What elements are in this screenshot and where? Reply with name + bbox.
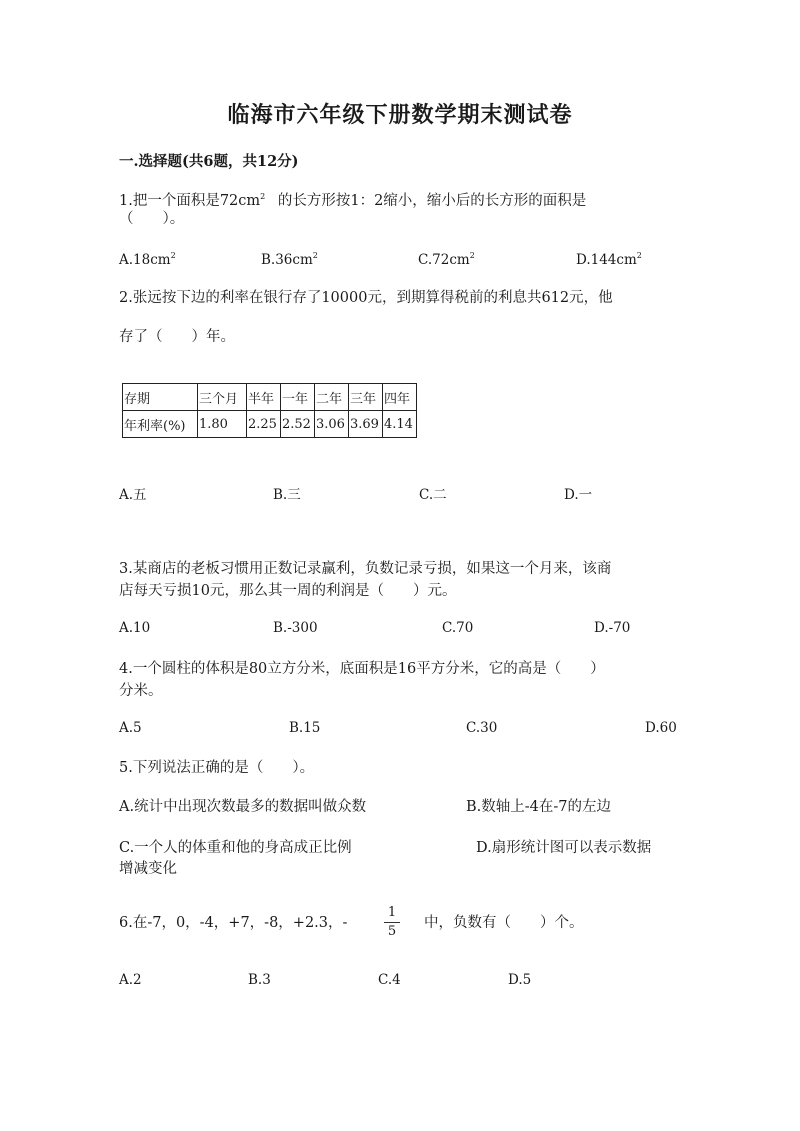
question-5-option-b[interactable]: B.数轴上-4在-7的左边 [466, 799, 612, 815]
question-3-line-1: 3.某商店的老板习惯用正数记录赢利，负数记录亏损，如果这一个月来，该商 [119, 561, 612, 577]
question-6-option-c[interactable]: C.4 [378, 972, 401, 988]
question-1-text-a: 1.把一个面积是72cm [119, 193, 261, 209]
page-title: 临海市六年级下册数学期末测试卷 [227, 102, 573, 128]
question-3-option-a[interactable]: A.10 [119, 620, 151, 636]
table-cell: 2.52 [281, 411, 315, 438]
question-6-text-b: 中，负数有（ ）个。 [424, 915, 584, 931]
question-1-option-b[interactable] [261, 251, 318, 268]
question-5-option-c[interactable]: C.一个人的体重和他的身高成正比例 [119, 840, 352, 856]
option-superscript: 2 [469, 251, 475, 260]
question-2-line-2: 存了（ ）年。 [119, 329, 235, 345]
question-2-option-b[interactable]: B.三 [273, 487, 301, 503]
interest-rate-table [122, 383, 417, 438]
table-cell: 2.25 [247, 411, 281, 438]
table-cell: 三个月 [198, 384, 247, 411]
question-4-option-a[interactable]: A.5 [119, 720, 142, 736]
table-cell: 四年 [383, 384, 417, 411]
question-3-option-d[interactable]: D.-70 [594, 620, 631, 636]
question-4-line-1: 4.一个圆柱的体积是80立方分米，底面积是16平方分米，它的高是（ ） [119, 661, 605, 677]
question-3-option-c[interactable]: C.70 [442, 620, 474, 636]
question-3-line-2: 店每天亏损10元，那么其一周的利润是（ ）元。 [119, 583, 457, 599]
question-6-option-b[interactable]: B.3 [248, 972, 271, 988]
question-4-option-c[interactable]: C.30 [466, 720, 498, 736]
table-cell: 三年 [349, 384, 383, 411]
question-5-option-d[interactable]: D.扇形统计图可以表示数据 [476, 840, 652, 856]
question-1-text-b: 的长方形按1：2缩小，缩小后的长方形的面积是 [277, 193, 587, 209]
option-superscript: 2 [636, 251, 642, 260]
option-label: A.18cm [119, 252, 171, 268]
table-cell: 3.06 [315, 411, 349, 438]
fraction-denominator: 5 [387, 924, 397, 939]
question-5-line-1: 5.下列说法正确的是（ ）。 [119, 760, 315, 776]
fraction-one-fifth [384, 905, 400, 940]
question-3-option-b[interactable]: B.-300 [273, 620, 318, 636]
option-superscript: 2 [170, 251, 176, 260]
question-5-option-d-continued: 增减变化 [119, 861, 177, 877]
question-1-option-c[interactable] [418, 251, 475, 268]
question-1-line-1 [119, 187, 586, 211]
question-4-line-2: 分米。 [119, 683, 163, 699]
question-2-line-1: 2.张远按下边的利率在银行存了10000元，到期算得税前的利息共612元，他 [119, 290, 613, 306]
question-1-line-2: （ ）。 [119, 211, 185, 227]
option-label: B.36cm [261, 252, 313, 268]
table-cell: 半年 [247, 384, 281, 411]
question-6-option-a[interactable]: A.2 [119, 972, 142, 988]
option-label: C.72cm [418, 252, 470, 268]
fraction-numerator: 1 [387, 905, 397, 920]
question-1-option-d[interactable] [576, 251, 642, 268]
question-2-option-d[interactable]: D.一 [564, 487, 593, 503]
option-superscript: 2 [312, 251, 318, 260]
table-cell: 1.80 [198, 411, 247, 438]
table-cell: 年利率(%) [123, 411, 198, 438]
table-cell: 存期 [123, 384, 198, 411]
table-cell: 一年 [281, 384, 315, 411]
question-6-option-d[interactable]: D.5 [508, 972, 532, 988]
table-cell: 3.69 [349, 411, 383, 438]
question-6-text-a: 6.在-7，0，-4，+7，-8，+2.3，- [119, 915, 348, 931]
table-cell: 二年 [315, 384, 349, 411]
table-row [123, 384, 417, 411]
question-2-option-a[interactable]: A.五 [119, 487, 147, 503]
question-5-option-a[interactable]: A.统计中出现次数最多的数据叫做众数 [119, 799, 367, 815]
section-header: 一.选择题(共6题，共12分) [119, 153, 299, 170]
question-2-option-c[interactable]: C.二 [419, 487, 447, 503]
table-cell: 4.14 [383, 411, 417, 438]
option-label: D.144cm [576, 252, 637, 268]
fraction-bar [384, 922, 400, 923]
question-1-superscript: 2 [260, 192, 266, 201]
table-row [123, 411, 417, 438]
question-1-option-a[interactable] [119, 251, 176, 268]
question-4-option-b[interactable]: B.15 [289, 720, 321, 736]
question-4-option-d[interactable]: D.60 [645, 720, 677, 736]
